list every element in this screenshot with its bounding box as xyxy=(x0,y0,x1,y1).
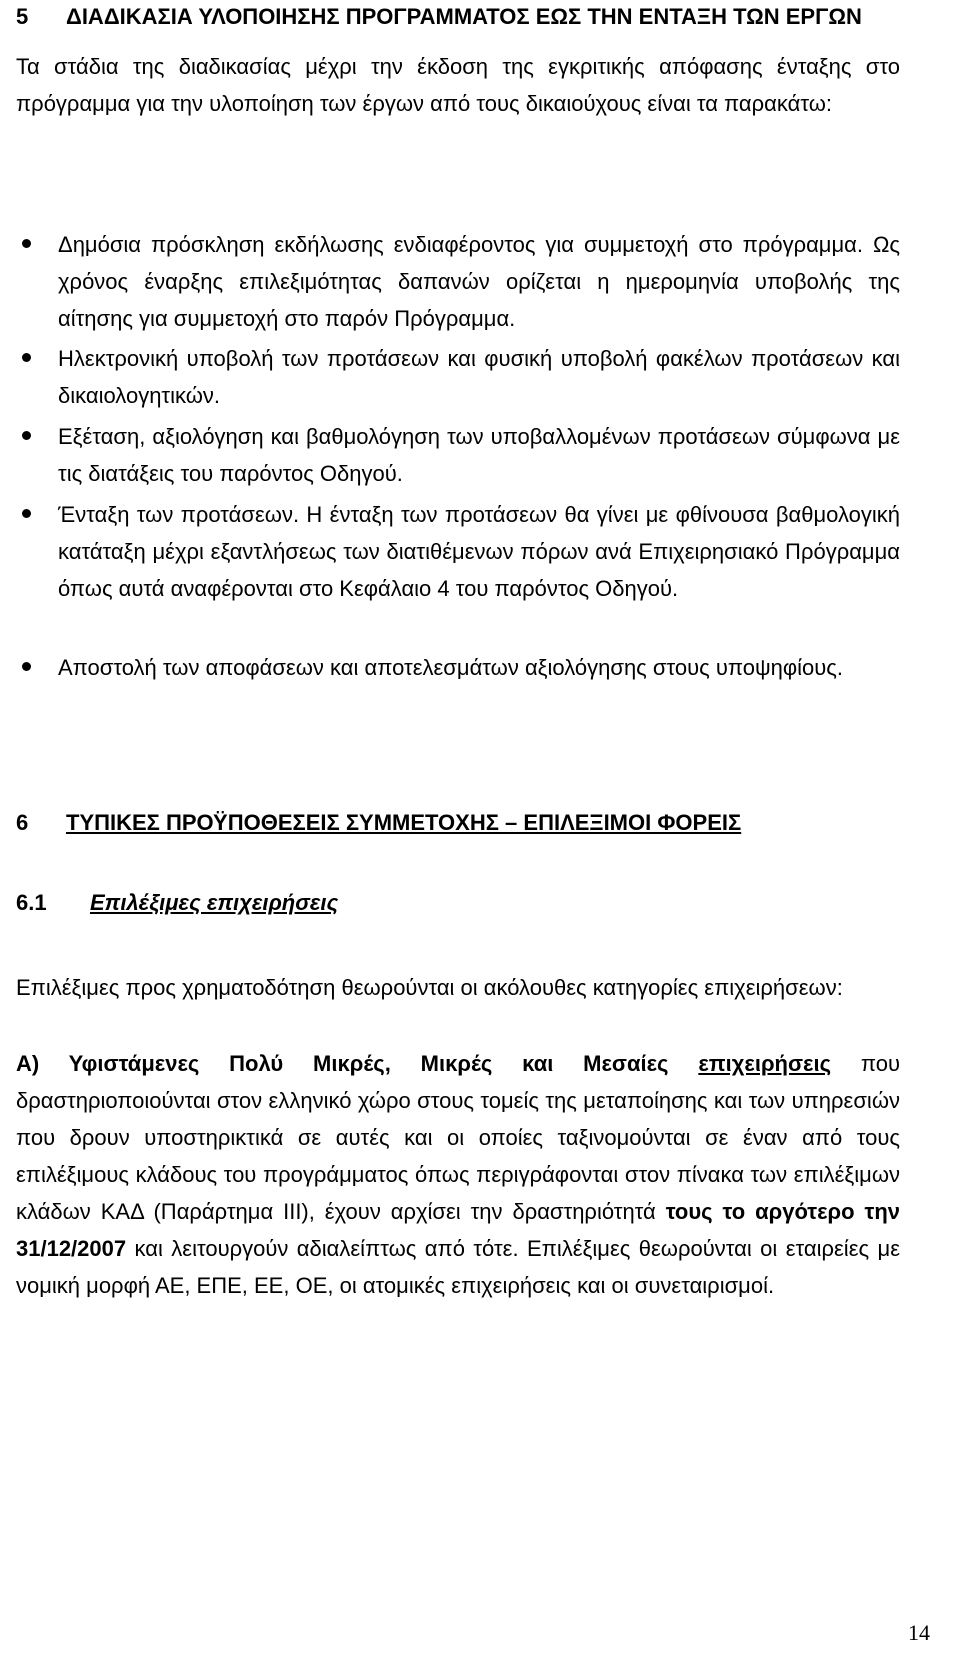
section-5-title: ΔΙΑΔΙΚΑΣΙΑ ΥΛΟΠΟΙΗΣΗΣ ΠΡΟΓΡΑΜΜΑΤΟΣ ΕΩΣ ΤΗΝ ΕΝΤΑΞΗ ΤΩΝ ΕΡΓΩΝ xyxy=(66,4,862,29)
section-6-1-heading xyxy=(16,884,339,921)
paragraph-a-bold: Α) Υφιστάμενες Πολύ Μικρές, Μικρές και Μεσαίες xyxy=(16,1051,699,1076)
bullet-dot-4 xyxy=(22,509,31,518)
bullet-item-3: Εξέταση, αξιολόγηση και βαθμολόγηση των υποβαλλομένων προτάσεων σύμφωνα με τις διατάξεις του παρόντος Οδηγού. xyxy=(58,424,900,486)
bullet-dot-5 xyxy=(22,662,31,671)
bullet-item-4: Ένταξη των προτάσεων. Η ένταξη των προτάσεων θα γίνει με φθίνουσα βαθμολογική κατάταξη μέχρι εξαντλήσεως των διατιθέμενων πόρων ανά Επιχειρησιακό Πρόγραμμα όπως αυτά αναφέρονται στο Κεφάλαιο 4 του παρόντος Οδηγού. xyxy=(58,502,900,601)
section-6-title: ΤΥΠΙΚΕΣ ΠΡΟΫΠΟΘΕΣΕΙΣ ΣΥΜΜΕΤΟΧΗΣ – ΕΠΙΛΕΞΙΜΟΙ ΦΟΡΕΙΣ xyxy=(66,810,742,835)
bullet-item-1: Δημόσια πρόσκληση εκδήλωσης ενδιαφέροντος για συμμετοχή στο πρόγραμμα. Ως χρόνος έναρξης επιλεξιμότητας δαπανών ορίζεται η ημερομηνία υποβολής της αίτησης για συμμετοχή στο παρόν Πρόγραμμα. xyxy=(58,232,900,331)
paragraph-a-text-1: που δραστηριοποιούνται στον ελληνικό χώρο στους τομείς της μεταποίησης και των υπηρεσιών που δρουν υποστηρικτικά σε αυτές και οι οποίες ταξινομούνται σε έναν από τους επιλέξιμους κλάδους του προγράμματος όπως περιγράφονται στον πίνακα των επιλέξιμων κλάδων ΚΑΔ (Παράρτημα ΙΙΙ), έχουν αρχίσει την δραστηριότητά xyxy=(16,1051,901,1224)
section-6-1-title: Επιλέξιμες επιχειρήσεις xyxy=(90,890,339,915)
bullet-dot-3 xyxy=(22,431,31,440)
section-5-number: 5 xyxy=(16,4,29,29)
paragraph-a-bold-2: τους το αργότερο την 31/12/2007 xyxy=(16,1199,900,1261)
bullet-item-5: Αποστολή των αποφάσεων και αποτελεσμάτων αξιολόγησης στους υποψηφίους. xyxy=(58,655,844,680)
paragraph-a-text-2: και λειτουργούν αδιαλείπτως από τότε. Επιλέξιμες θεωρούνται οι εταιρείες με νομική μορφή ΑΕ, ΕΠΕ, ΕΕ, ΟΕ, οι ατομικές επιχειρήσεις και οι συνεταιρισμοί. xyxy=(16,1236,900,1298)
bullet-dot-1 xyxy=(22,239,31,248)
section-6-1-number: 6.1 xyxy=(16,890,47,915)
section-6-1-intro: Επιλέξιμες προς χρηματοδότηση θεωρούνται οι ακόλουθες κατηγορίες επιχειρήσεων: xyxy=(16,975,843,1000)
bullet-item-2: Ηλεκτρονική υποβολή των προτάσεων και φυσική υποβολή φακέλων προτάσεων και δικαιολογητικών. xyxy=(58,346,900,408)
section-6-heading xyxy=(16,804,916,841)
section-5-intro: Τα στάδια της διαδικασίας μέχρι την έκδοση της εγκριτικής απόφασης ένταξης στο πρόγραμμα για την υλοποίηση των έργων από τους δικαιούχους είναι τα παρακάτω: xyxy=(16,54,900,116)
section-6-number: 6 xyxy=(16,810,29,835)
section-5-heading xyxy=(16,0,916,35)
page-number: 14 xyxy=(908,1620,930,1645)
paragraph-a-bold-underlined: επιχειρήσεις xyxy=(698,1051,832,1076)
paragraph-a xyxy=(16,1045,900,1304)
bullet-dot-2 xyxy=(22,353,31,362)
